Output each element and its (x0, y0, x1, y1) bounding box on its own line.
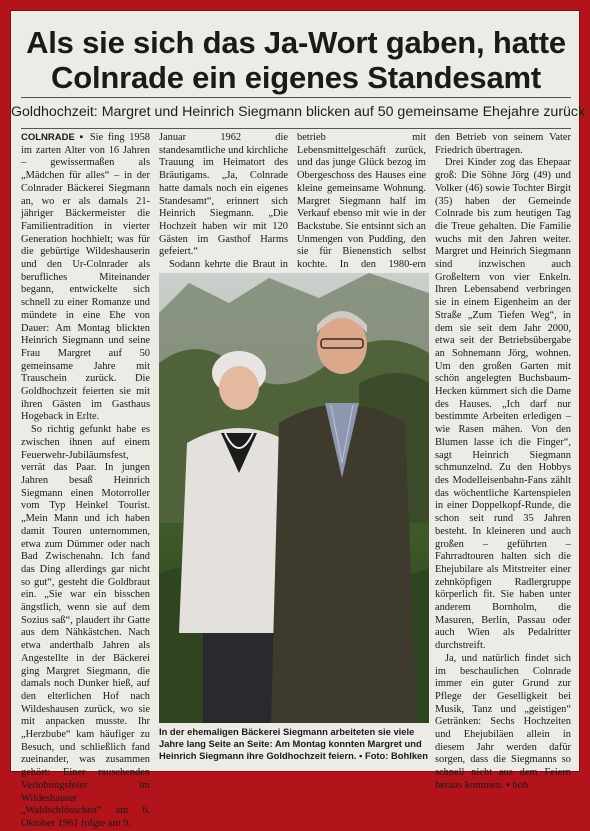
paragraph: Sodann kehrte die Braut in (169, 259, 288, 271)
headline-line-2: Colnrade ein eigenes Standesamt (51, 60, 541, 95)
paragraph: den Betrieb von seinem Vater Friedrich übertragen. (435, 132, 571, 156)
dateline: COLNRADE (21, 132, 75, 143)
headline (11, 25, 581, 95)
paragraph: Drei Kinder zog das Ehepaar groß: Die Söhne Jörg (49) und Volker (46) sowie Tochter Birgit (35) haben der Gemeinde Colnrade bis zum heutigen Tag die Treue gehalten. Die Familie wuchs mit den Jahren weiter. Margret und Heinrich Siegmann sind inzwischen auch Großeltern von vier Enkeln. Ihren Lebensabend verbringen sie in einem Eigenheim an der Straße „Zum Tiefen Weg“, in dem sie seit dem Jahr 2000, etwa seit der Betriebsübergabe an Sohnemann Jörg, wohnen. Um den großen Garten mit schön angelegten Buchsbaum-Hecken kümmert sich die Dame des Hauses. „Ich darf nur bestimmte Arbeiten erledigen – wie Rasen mähen. Von den Blumen lasse ich die Finger“, sagt Heinrich Siegmann schmunzelnd. Zu den Hobbys des Modelleisenbahn-Fans zählt das wöchentliche Kartenspielen in einer Doppelkopf-Runde, die schon seit rund 35 Jahren besteht. In kleineren und auch großen – geführten – Fahrradtouren halten sich die Ehejubilare als Mitstreiter einer zehnköpfigen Radlergruppe körperlich fit. Sie haben unter anderem Bornholm, die Masuren, Berlin, Passau oder auch Wien als Pedalritter durchstreift. (435, 157, 571, 652)
paragraph: So richtig gefunkt habe es zwischen ihnen auf einem Feuerwehr-Jubiläumsfest, verrät das Paar. In jungen Jahren besaß Heinrich Siegmann einen Motorroller vom Typ Heinkel Tourist. „Mein Mann und ich haben damit Touren unternommen, etwa zum Dümmer oder nach Bad Zwischenahn. Ich fand das Ding allerdings gar nicht so gut“, gesteht die Goldbraut ein. „Sie war ein bisschen ängstlich, wenn sie auf dem Sozius saß“, plaudert ihr Gatte aus dem Nähkästchen. Nach etwa anderthalb Jahren als Angestellte in der Bäckerei ging Margret Siegmann, die damals noch Dunker hieß, auf den elterlichen Hof nach Wildeshausen zurück, wo sie mit anpacken musste. Ihr „Herzbube“ kam häufiger zu Besuch, und schließlich fand zueinander, was zusammen gehört: Einer rauschenden Verlobungsfeier im Wildeshauser „Waldschlösschen“ am 6. Oktober 1961 folgte am 9. (21, 424, 150, 829)
photo-caption: In der ehemaligen Bäckerei Siegmann arbeiteten sie viele Jahre lang Seite an Seite: Am Montag konnten Margret und Heinrich Siegmann ihre Goldhochzeit feiern. ▪ Foto: Bohlken (159, 726, 428, 761)
couple-photo-illustration (159, 273, 429, 723)
paragraph (21, 132, 150, 424)
paragraph-text: ▪ Sie fing 1958 im zarten Alter von 16 Jahren – gewissermaßen als „Mädchen für alles“ – in der Colnrader Bäckerei Siegmann an, wo er als damals 21-jähriger Bäckermeister die Familientradition in vierter Generation hochhielt; was für die gebürtige Wildeshauserin und den Ur-Colnrader als berufliches Miteinander begann, entwickelte sich schnell zu einer Romanze und mündete in eine Ehe von Dauer: Am Montag blickten Heinrich Siegmann und seine Frau Margret auf 50 gemeinsame Jahre mit Trauschein zurück. Die Goldhochzeit feierten sie mit ihren Gästen im Gasthaus Hogeback in Erlte. (21, 132, 150, 423)
paragraph: Januar 1962 die standesamtliche und kirchliche Trauung im Heimatort des Bräutigams. „Ja, Colnrade hatte damals noch ein eigenes Standesamt“, erinnert sich Heinrich Siegmann. „Die Hochzeit haben wir mit 120 Gästen im Gasthof Harms gefeiert.“ (159, 132, 288, 258)
paragraph: Ja, und natürlich findet sich im beschaulichen Colnrade immer ein guter Grund zur Pflege der Geselligkeit bei Musik, Tanz und „geistigen“ Getränken: Sechs Hochzeiten und Ehejubiläen allein in diesem Jahr werden dafür sorgen, dass die Siegmanns so schnell nicht aus dem Feiern heraus kommen. ▪ boh (435, 652, 571, 791)
article-column-2 (159, 132, 288, 272)
article-column-3 (297, 132, 426, 272)
divider-bottom (21, 128, 571, 129)
article-column-4 (435, 132, 571, 791)
subheadline: Goldhochzeit: Margret und Heinrich Siegmann blicken auf 50 gemeinsame Ehejahre zurück (11, 104, 586, 120)
newspaper-clipping (10, 10, 586, 829)
paragraph: betrieb mit Lebensmittelgeschäft zurück, und das junge Glück bezog im Obergeschoss des Hauses eine kleine gemeinsame Wohnung. Margret Siegmann half im Verkauf ebenso mit wie in der Backstube. Sie entsinnt sich an Unmengen von Pudding, den sie für Bienenstich selbst kochte. In den 1980-ern (297, 132, 426, 271)
couple-photo (159, 273, 429, 723)
headline-line-1: Als sie sich das Ja-Wort gaben, hatte (26, 25, 566, 60)
article-column-1 (21, 132, 150, 829)
divider-top (21, 97, 571, 98)
